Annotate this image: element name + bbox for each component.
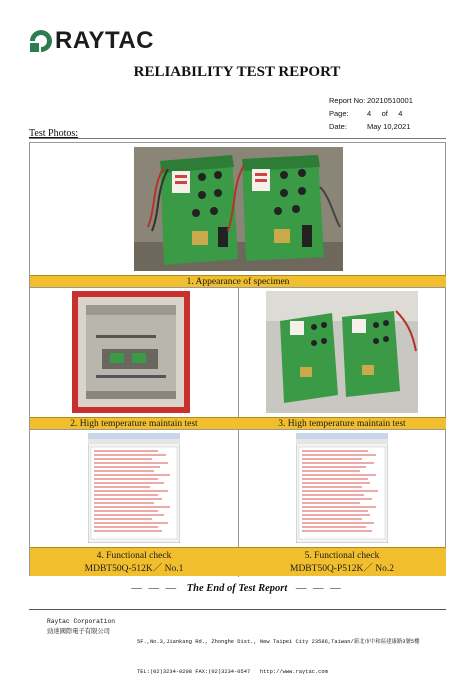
caption-5 bbox=[238, 547, 446, 576]
caption-1: 1. Appearance of specimen bbox=[30, 275, 446, 287]
functional-check-screen-2 bbox=[296, 433, 388, 543]
report-no-label: Report No: bbox=[329, 96, 366, 105]
caption-4 bbox=[30, 547, 238, 576]
company-contact: TEL:(02)3234-0208 FAX:(02)3234-0547 http://www.raytac.com bbox=[137, 669, 328, 675]
company-address: 5F.,No.3,Jiankang Rd., Zhonghe Dist., New Taipei City 23586,Taiwan/新北市中和區建康路3號5樓 bbox=[137, 639, 420, 645]
end-dashes-left: — — — bbox=[131, 583, 179, 594]
footer-divider bbox=[29, 609, 446, 610]
caption-5-line1: 5. Functional check bbox=[304, 551, 380, 561]
boards-test-photo bbox=[266, 291, 418, 413]
report-no-row bbox=[329, 94, 413, 107]
report-no-value: 20210510001 bbox=[367, 96, 413, 105]
raytac-logo bbox=[28, 28, 154, 54]
date-value: May 10,2021 bbox=[367, 122, 411, 131]
caption-4-line2: MDBT50Q-512K／ No.1 bbox=[84, 564, 184, 574]
raytac-logo-icon bbox=[28, 28, 52, 54]
footer-company bbox=[47, 617, 115, 637]
section-label: Test Photos: bbox=[29, 128, 79, 139]
company-name-en: Raytac Corporation bbox=[47, 618, 116, 625]
caption-4-line1: 4. Functional check bbox=[96, 551, 172, 561]
date-label: Date: bbox=[329, 122, 347, 131]
caption-5-line2: MDBT50Q-P512K／ No.2 bbox=[290, 564, 394, 574]
photo-grid bbox=[29, 142, 446, 576]
report-meta bbox=[329, 94, 413, 133]
caption-2: 2. High temperature maintain test bbox=[30, 417, 238, 429]
end-text: The End of Test Report bbox=[186, 583, 288, 594]
specimen-photo bbox=[134, 147, 343, 271]
row-divider bbox=[30, 429, 446, 430]
end-of-report bbox=[0, 583, 474, 594]
divider bbox=[29, 138, 446, 139]
col-divider bbox=[238, 287, 239, 577]
page-value: 4 of 4 bbox=[367, 109, 403, 118]
caption-3: 3. High temperature maintain test bbox=[238, 417, 446, 429]
report-title: RELIABILITY TEST REPORT bbox=[133, 64, 341, 80]
end-dashes-right: — — — bbox=[295, 583, 343, 594]
functional-check-screen-1 bbox=[88, 433, 180, 543]
page-label: Page: bbox=[329, 109, 349, 118]
logo-text: RAYTAC bbox=[55, 27, 155, 54]
company-name-zh: 勁達國際電子有限公司 bbox=[47, 628, 110, 635]
footer-contact bbox=[137, 617, 420, 687]
chamber-photo bbox=[72, 291, 190, 413]
page-row bbox=[329, 107, 413, 120]
date-row bbox=[329, 120, 413, 133]
